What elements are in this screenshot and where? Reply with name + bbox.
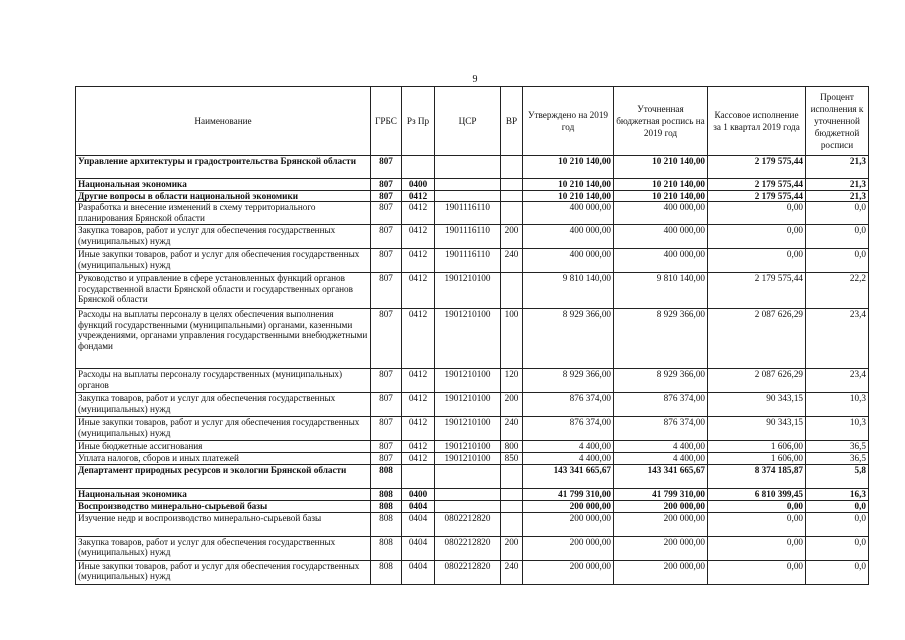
cell-cash: 2 087 626,29 bbox=[708, 309, 806, 369]
table-row bbox=[76, 441, 869, 453]
cell-cash: 8 374 185,87 bbox=[708, 464, 806, 488]
cell-percent: 0,0 bbox=[806, 202, 869, 225]
cell-rzpr: 0412 bbox=[402, 191, 435, 202]
cell-csr bbox=[435, 488, 501, 500]
cell-name: Закупка товаров, работ и услуг для обеспечения государственных (муниципальных) нужд bbox=[76, 393, 371, 417]
table-row bbox=[76, 249, 869, 273]
header-name: Наименование bbox=[76, 87, 371, 156]
cell-grbs: 807 bbox=[371, 179, 402, 191]
cell-rzpr: 0412 bbox=[402, 309, 435, 369]
table-row bbox=[76, 536, 869, 560]
cell-refined: 4 400,00 bbox=[614, 453, 708, 464]
header-rzpr: Рз Пр bbox=[402, 87, 435, 156]
cell-refined: 143 341 665,67 bbox=[614, 464, 708, 488]
cell-csr: 1901210100 bbox=[435, 273, 501, 309]
cell-csr: 1901210100 bbox=[435, 417, 501, 441]
table-row bbox=[76, 488, 869, 500]
header-grbs: ГРБС bbox=[371, 87, 402, 156]
cell-percent: 22,2 bbox=[806, 273, 869, 309]
cell-cash: 2 087 626,29 bbox=[708, 369, 806, 393]
cell-vr bbox=[501, 179, 523, 191]
cell-cash: 1 606,00 bbox=[708, 441, 806, 453]
cell-refined: 8 929 366,00 bbox=[614, 369, 708, 393]
cell-rzpr: 0404 bbox=[402, 512, 435, 536]
cell-grbs: 808 bbox=[371, 500, 402, 512]
cell-name: Национальная экономика bbox=[76, 179, 371, 191]
cell-vr: 240 bbox=[501, 249, 523, 273]
cell-cash: 0,00 bbox=[708, 560, 806, 584]
table-row bbox=[76, 191, 869, 202]
cell-percent: 0,0 bbox=[806, 560, 869, 584]
cell-name: Иные бюджетные ассигнования bbox=[76, 441, 371, 453]
cell-cash: 2 179 575,44 bbox=[708, 191, 806, 202]
cell-percent: 0,0 bbox=[806, 225, 869, 249]
cell-grbs: 808 bbox=[371, 560, 402, 584]
cell-vr: 850 bbox=[501, 453, 523, 464]
cell-rzpr bbox=[402, 464, 435, 488]
cell-percent: 21,3 bbox=[806, 179, 869, 191]
cell-percent: 16,3 bbox=[806, 488, 869, 500]
header-cash: Кассовое исполнение за 1 квартал 2019 года bbox=[708, 87, 806, 156]
header-vr: ВР bbox=[501, 87, 523, 156]
cell-cash: 0,00 bbox=[708, 500, 806, 512]
cell-approved: 10 210 140,00 bbox=[523, 179, 614, 191]
cell-vr: 800 bbox=[501, 441, 523, 453]
cell-cash: 90 343,15 bbox=[708, 417, 806, 441]
cell-vr bbox=[501, 202, 523, 225]
header-approved: Утверждено на 2019 год bbox=[523, 87, 614, 156]
cell-approved: 200 000,00 bbox=[523, 536, 614, 560]
cell-rzpr: 0412 bbox=[402, 441, 435, 453]
cell-rzpr: 0404 bbox=[402, 500, 435, 512]
cell-approved: 200 000,00 bbox=[523, 500, 614, 512]
cell-grbs: 807 bbox=[371, 249, 402, 273]
cell-rzpr: 0412 bbox=[402, 273, 435, 309]
cell-cash: 6 810 399,45 bbox=[708, 488, 806, 500]
cell-percent: 0,0 bbox=[806, 536, 869, 560]
cell-csr: 1901210100 bbox=[435, 393, 501, 417]
cell-csr: 1901210100 bbox=[435, 369, 501, 393]
cell-percent: 0,0 bbox=[806, 512, 869, 536]
table-row bbox=[76, 393, 869, 417]
budget-table bbox=[75, 86, 869, 585]
cell-csr: 1901210100 bbox=[435, 441, 501, 453]
table-row bbox=[76, 369, 869, 393]
cell-csr: 0802212820 bbox=[435, 512, 501, 536]
cell-csr bbox=[435, 464, 501, 488]
cell-rzpr: 0412 bbox=[402, 369, 435, 393]
cell-vr bbox=[501, 500, 523, 512]
cell-rzpr: 0404 bbox=[402, 536, 435, 560]
cell-approved: 876 374,00 bbox=[523, 393, 614, 417]
cell-grbs: 807 bbox=[371, 369, 402, 393]
cell-cash: 0,00 bbox=[708, 225, 806, 249]
cell-approved: 143 341 665,67 bbox=[523, 464, 614, 488]
table-row bbox=[76, 202, 869, 225]
table-row bbox=[76, 309, 869, 369]
cell-percent: 23,4 bbox=[806, 309, 869, 369]
cell-refined: 200 000,00 bbox=[614, 536, 708, 560]
cell-percent: 21,3 bbox=[806, 191, 869, 202]
table-body bbox=[76, 156, 869, 585]
cell-approved: 200 000,00 bbox=[523, 512, 614, 536]
cell-name: Расходы на выплаты персоналу в целях обеспечения выполнения функций государственными (муниципальными) органами, казенными учреждениями, органами управления государственными внебюджетными фондами bbox=[76, 309, 371, 369]
cell-grbs: 807 bbox=[371, 191, 402, 202]
table-row bbox=[76, 156, 869, 179]
cell-approved: 400 000,00 bbox=[523, 225, 614, 249]
cell-csr bbox=[435, 156, 501, 179]
table-row bbox=[76, 273, 869, 309]
cell-refined: 400 000,00 bbox=[614, 202, 708, 225]
cell-csr: 1901116110 bbox=[435, 225, 501, 249]
cell-vr: 200 bbox=[501, 225, 523, 249]
cell-csr: 0802212820 bbox=[435, 560, 501, 584]
cell-grbs: 808 bbox=[371, 488, 402, 500]
cell-approved: 4 400,00 bbox=[523, 453, 614, 464]
cell-csr: 1901210100 bbox=[435, 309, 501, 369]
cell-cash: 2 179 575,44 bbox=[708, 179, 806, 191]
cell-percent: 5,8 bbox=[806, 464, 869, 488]
cell-refined: 10 210 140,00 bbox=[614, 191, 708, 202]
cell-name: Иные закупки товаров, работ и услуг для обеспечения государственных (муниципальных) нужд bbox=[76, 560, 371, 584]
cell-rzpr: 0400 bbox=[402, 179, 435, 191]
cell-cash: 0,00 bbox=[708, 512, 806, 536]
table-row bbox=[76, 512, 869, 536]
cell-name: Управление архитектуры и градостроительства Брянской области bbox=[76, 156, 371, 179]
cell-approved: 9 810 140,00 bbox=[523, 273, 614, 309]
cell-rzpr: 0412 bbox=[402, 225, 435, 249]
cell-csr: 1901210100 bbox=[435, 453, 501, 464]
cell-csr bbox=[435, 179, 501, 191]
cell-grbs: 807 bbox=[371, 273, 402, 309]
cell-refined: 9 810 140,00 bbox=[614, 273, 708, 309]
table-row bbox=[76, 453, 869, 464]
cell-refined: 876 374,00 bbox=[614, 393, 708, 417]
cell-approved: 10 210 140,00 bbox=[523, 156, 614, 179]
header-csr: ЦСР bbox=[435, 87, 501, 156]
cell-cash: 0,00 bbox=[708, 536, 806, 560]
cell-rzpr: 0412 bbox=[402, 393, 435, 417]
cell-grbs: 807 bbox=[371, 417, 402, 441]
cell-name: Иные закупки товаров, работ и услуг для обеспечения государственных (муниципальных) нужд bbox=[76, 249, 371, 273]
cell-approved: 10 210 140,00 bbox=[523, 191, 614, 202]
cell-approved: 8 929 366,00 bbox=[523, 369, 614, 393]
cell-csr: 0802212820 bbox=[435, 536, 501, 560]
table-row bbox=[76, 225, 869, 249]
cell-grbs: 807 bbox=[371, 156, 402, 179]
cell-percent: 21,3 bbox=[806, 156, 869, 179]
cell-name: Другие вопросы в области национальной экономики bbox=[76, 191, 371, 202]
cell-refined: 400 000,00 bbox=[614, 225, 708, 249]
cell-name: Иные закупки товаров, работ и услуг для обеспечения государственных (муниципальных) нужд bbox=[76, 417, 371, 441]
cell-grbs: 808 bbox=[371, 512, 402, 536]
cell-rzpr: 0412 bbox=[402, 202, 435, 225]
cell-csr bbox=[435, 500, 501, 512]
cell-approved: 41 799 310,00 bbox=[523, 488, 614, 500]
cell-vr: 200 bbox=[501, 393, 523, 417]
cell-vr bbox=[501, 273, 523, 309]
cell-cash: 1 606,00 bbox=[708, 453, 806, 464]
cell-rzpr bbox=[402, 156, 435, 179]
cell-approved: 4 400,00 bbox=[523, 441, 614, 453]
table-row bbox=[76, 560, 869, 584]
cell-name: Закупка товаров, работ и услуг для обеспечения государственных (муниципальных) нужд bbox=[76, 225, 371, 249]
cell-vr: 200 bbox=[501, 536, 523, 560]
cell-refined: 10 210 140,00 bbox=[614, 156, 708, 179]
cell-csr: 1901116110 bbox=[435, 249, 501, 273]
cell-cash: 2 179 575,44 bbox=[708, 273, 806, 309]
page-number: 9 bbox=[472, 74, 478, 85]
cell-name: Уплата налогов, сборов и иных платежей bbox=[76, 453, 371, 464]
cell-name: Разработка и внесение изменений в схему территориального планирования Брянской области bbox=[76, 202, 371, 225]
cell-grbs: 807 bbox=[371, 309, 402, 369]
cell-vr bbox=[501, 512, 523, 536]
cell-grbs: 807 bbox=[371, 202, 402, 225]
cell-refined: 8 929 366,00 bbox=[614, 309, 708, 369]
cell-name: Изучение недр и воспроизводство минерально-сырьевой базы bbox=[76, 512, 371, 536]
cell-name: Расходы на выплаты персоналу государственных (муниципальных) органов bbox=[76, 369, 371, 393]
cell-cash: 0,00 bbox=[708, 249, 806, 273]
cell-csr bbox=[435, 191, 501, 202]
cell-refined: 200 000,00 bbox=[614, 500, 708, 512]
cell-refined: 4 400,00 bbox=[614, 441, 708, 453]
header-row bbox=[76, 87, 869, 156]
cell-percent: 0,0 bbox=[806, 249, 869, 273]
cell-name: Национальная экономика bbox=[76, 488, 371, 500]
cell-rzpr: 0404 bbox=[402, 560, 435, 584]
header-percent: Процент исполнения к уточненной бюджетной росписи bbox=[806, 87, 869, 156]
cell-name: Руководство и управление в сфере установленных функций органов государственной власти Брянской области и государственных органов Брянской области bbox=[76, 273, 371, 309]
cell-approved: 876 374,00 bbox=[523, 417, 614, 441]
table-row bbox=[76, 179, 869, 191]
cell-rzpr: 0412 bbox=[402, 453, 435, 464]
cell-approved: 400 000,00 bbox=[523, 202, 614, 225]
cell-grbs: 808 bbox=[371, 464, 402, 488]
cell-refined: 200 000,00 bbox=[614, 560, 708, 584]
cell-vr bbox=[501, 191, 523, 202]
cell-vr: 100 bbox=[501, 309, 523, 369]
cell-cash: 90 343,15 bbox=[708, 393, 806, 417]
cell-percent: 36,5 bbox=[806, 453, 869, 464]
cell-grbs: 808 bbox=[371, 536, 402, 560]
cell-name: Воспроизводство минерально-сырьевой базы bbox=[76, 500, 371, 512]
cell-grbs: 807 bbox=[371, 453, 402, 464]
cell-name: Закупка товаров, работ и услуг для обеспечения государственных (муниципальных) нужд bbox=[76, 536, 371, 560]
cell-percent: 36,5 bbox=[806, 441, 869, 453]
cell-vr: 240 bbox=[501, 417, 523, 441]
cell-percent: 10,3 bbox=[806, 417, 869, 441]
cell-approved: 8 929 366,00 bbox=[523, 309, 614, 369]
cell-rzpr: 0412 bbox=[402, 249, 435, 273]
cell-refined: 400 000,00 bbox=[614, 249, 708, 273]
table-row bbox=[76, 500, 869, 512]
cell-approved: 200 000,00 bbox=[523, 560, 614, 584]
cell-refined: 876 374,00 bbox=[614, 417, 708, 441]
table-row bbox=[76, 464, 869, 488]
cell-vr bbox=[501, 464, 523, 488]
cell-rzpr: 0412 bbox=[402, 417, 435, 441]
header-refined: Уточненная бюджетная роспись на 2019 год bbox=[614, 87, 708, 156]
table-row bbox=[76, 417, 869, 441]
cell-refined: 41 799 310,00 bbox=[614, 488, 708, 500]
cell-percent: 23,4 bbox=[806, 369, 869, 393]
cell-percent: 10,3 bbox=[806, 393, 869, 417]
cell-vr: 120 bbox=[501, 369, 523, 393]
cell-vr: 240 bbox=[501, 560, 523, 584]
cell-rzpr: 0400 bbox=[402, 488, 435, 500]
cell-vr bbox=[501, 488, 523, 500]
cell-percent: 0,0 bbox=[806, 500, 869, 512]
cell-refined: 200 000,00 bbox=[614, 512, 708, 536]
cell-cash: 0,00 bbox=[708, 202, 806, 225]
cell-vr bbox=[501, 156, 523, 179]
cell-cash: 2 179 575,44 bbox=[708, 156, 806, 179]
cell-name: Департамент природных ресурсов и экологии Брянской области bbox=[76, 464, 371, 488]
cell-refined: 10 210 140,00 bbox=[614, 179, 708, 191]
cell-approved: 400 000,00 bbox=[523, 249, 614, 273]
cell-grbs: 807 bbox=[371, 441, 402, 453]
cell-csr: 1901116110 bbox=[435, 202, 501, 225]
cell-grbs: 807 bbox=[371, 225, 402, 249]
cell-grbs: 807 bbox=[371, 393, 402, 417]
